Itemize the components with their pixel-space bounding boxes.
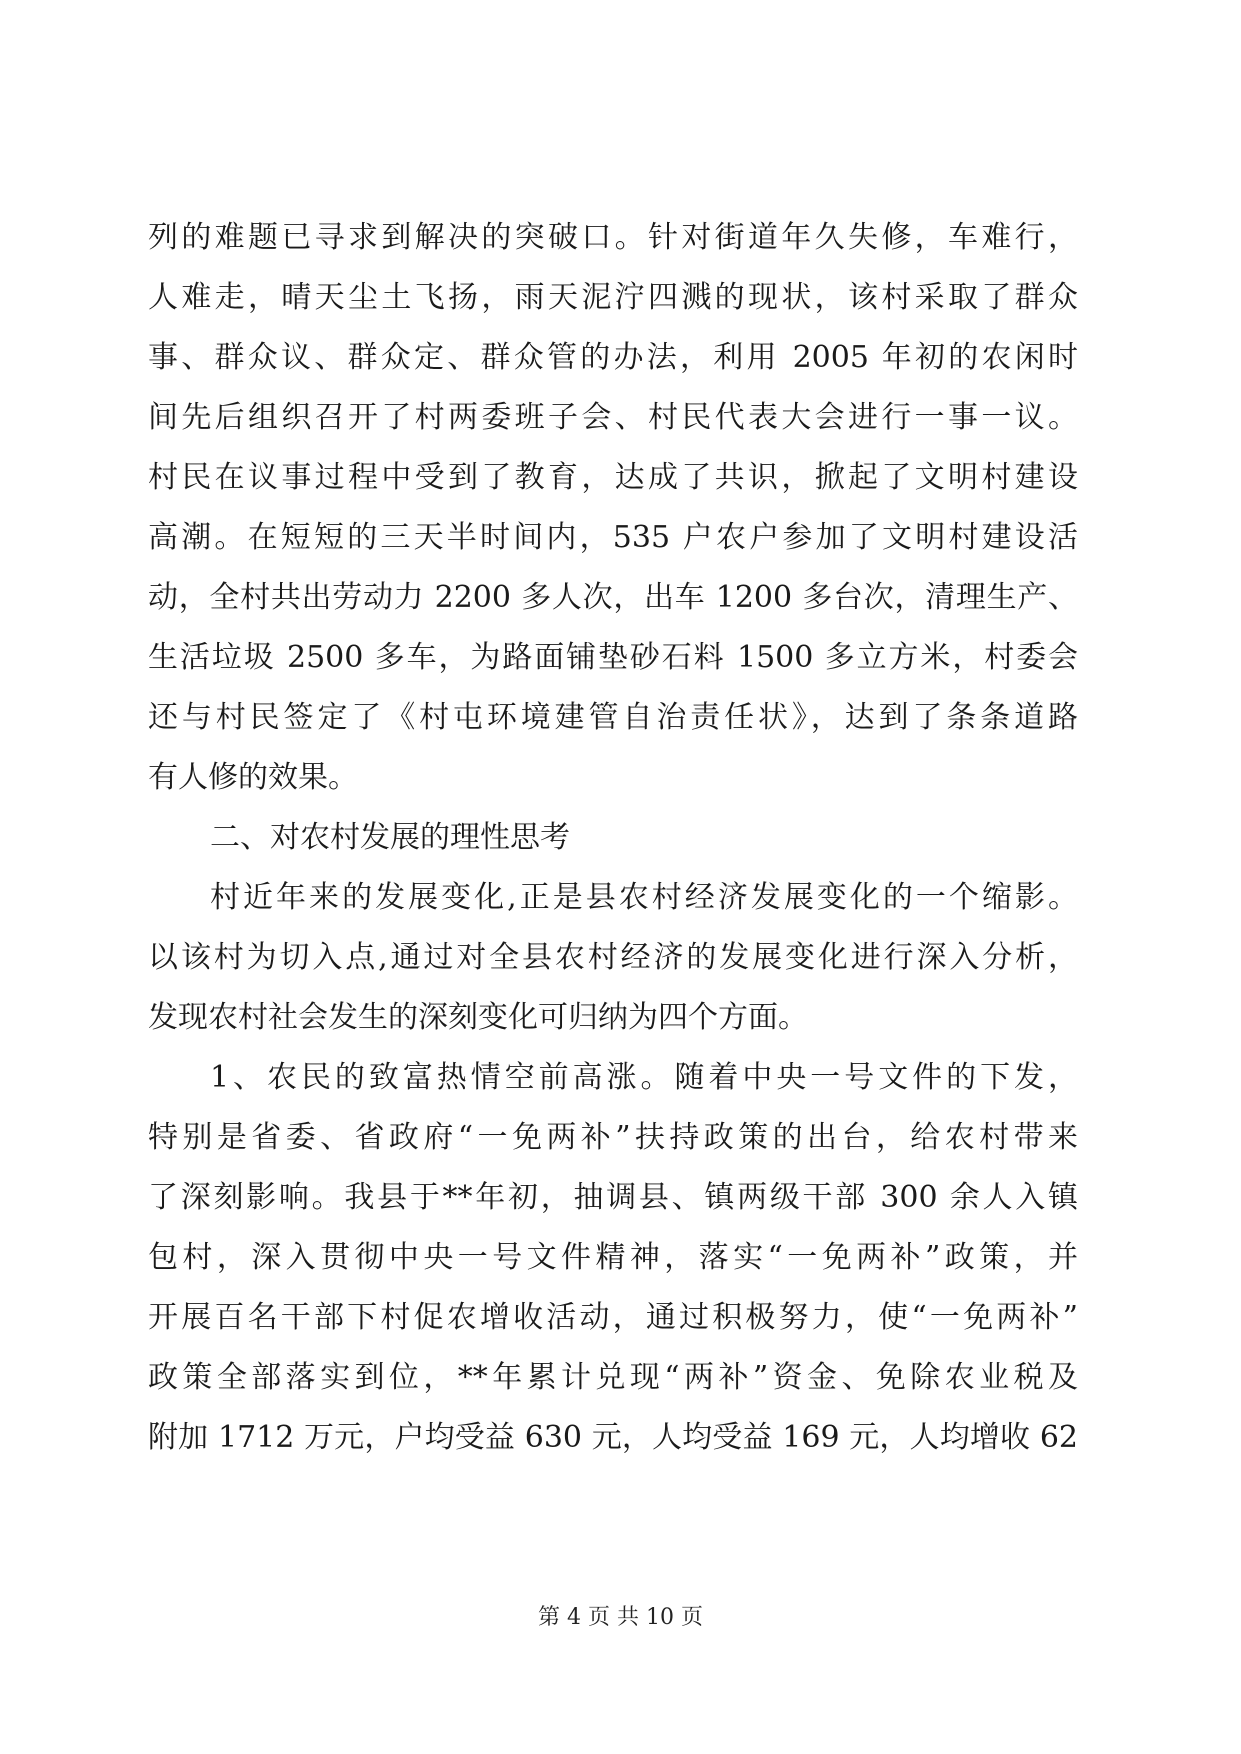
text-line: 还与村民签定了《村屯环境建管自治责任状》，达到了条条道路	[148, 700, 1078, 735]
text-line: 列的难题已寻求到解决的突破口。针对街道年久失修，车难行，	[148, 220, 1078, 255]
text-line: 了深刻影响。我县于**年初，抽调县、镇两级干部 300 余人入镇	[148, 1180, 1078, 1215]
text-line: 附加 1712 万元，户均受益 630 元，人均受益 169 元，人均增收 62	[148, 1420, 1078, 1455]
text-line: 政策全部落实到位，**年累计兑现“两补”资金、免除农业税及	[148, 1360, 1078, 1395]
text-line: 开展百名干部下村促农增收活动，通过积极努力，使“一免两补”	[148, 1300, 1078, 1335]
text-line: 有人修的效果。	[148, 760, 358, 795]
text-line: 特别是省委、省政府“一免两补”扶持政策的出台，给农村带来	[148, 1120, 1078, 1155]
page-number-footer: 第 4 页 共 10 页	[538, 1605, 703, 1630]
text-line: 以该村为切入点,通过对全县农村经济的发展变化进行深入分析，	[148, 940, 1078, 975]
text-line: 发现农村社会发生的深刻变化可归纳为四个方面。	[148, 1000, 808, 1035]
text-line: 生活垃圾 2500 多车，为路面铺垫砂石料 1500 多立方米，村委会	[148, 640, 1078, 675]
text-line: 村近年来的发展变化,正是县农村经济发展变化的一个缩影。	[210, 880, 1078, 915]
text-line: 动，全村共出劳动力 2200 多人次，出车 1200 多台次，清理生产、	[148, 580, 1078, 615]
text-line: 村民在议事过程中受到了教育，达成了共识，掀起了文明村建设	[148, 460, 1078, 495]
text-line: 高潮。在短短的三天半时间内，535 户农户参加了文明村建设活	[148, 520, 1078, 555]
section-heading: 二、对农村发展的理性思考	[210, 820, 570, 855]
text-line: 1、农民的致富热情空前高涨。随着中央一号文件的下发，	[210, 1060, 1078, 1095]
text-line: 包村，深入贯彻中央一号文件精神，落实“一免两补”政策，并	[148, 1240, 1078, 1275]
text-line: 事、群众议、群众定、群众管的办法，利用 2005 年初的农闲时	[148, 340, 1078, 375]
text-line: 间先后组织召开了村两委班子会、村民代表大会进行一事一议。	[148, 400, 1078, 435]
text-line: 人难走，晴天尘土飞扬，雨天泥泞四溅的现状，该村采取了群众	[148, 280, 1078, 315]
